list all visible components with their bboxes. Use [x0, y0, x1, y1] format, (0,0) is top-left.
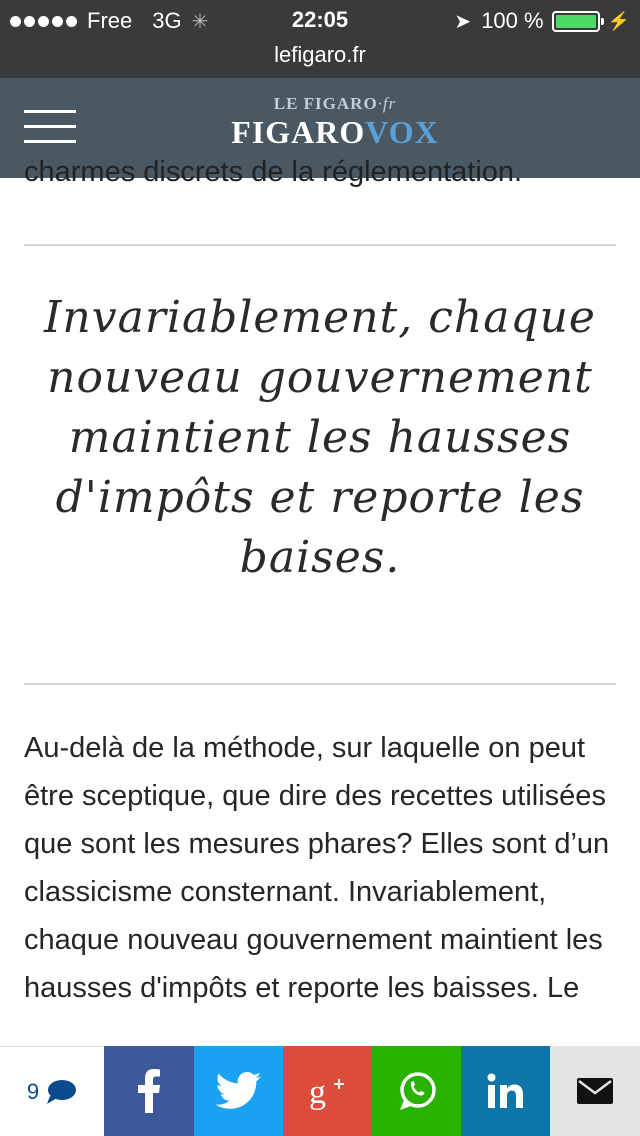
status-right: [454, 8, 630, 34]
divider: [24, 683, 616, 685]
whatsapp-icon: [396, 1070, 438, 1112]
envelope-icon: [576, 1077, 614, 1105]
logo-top-line: LE FIGARO·fr: [273, 94, 397, 113]
figarovox-logo[interactable]: [210, 94, 460, 150]
status-bar: [0, 0, 640, 78]
battery-percentage: 100 %: [481, 8, 544, 33]
hamburger-menu-icon[interactable]: [24, 108, 76, 148]
comments-button[interactable]: [0, 1046, 104, 1136]
battery-level-fill: [556, 15, 596, 28]
whatsapp-share-button[interactable]: [372, 1046, 461, 1136]
linkedin-icon: [487, 1073, 525, 1109]
speech-bubble-icon: [45, 1079, 77, 1105]
url-bar[interactable]: lefigaro.fr: [274, 42, 366, 67]
twitter-share-button[interactable]: [194, 1046, 283, 1136]
comment-count: 9: [26, 1078, 40, 1104]
google-plus-share-button[interactable]: [283, 1046, 372, 1136]
logo-main-line: FIGAROVOX: [231, 114, 439, 150]
twitter-bird-icon: [216, 1072, 262, 1110]
share-bar: [0, 1046, 640, 1136]
article-content[interactable]: [0, 156, 640, 1046]
location-arrow-icon: ➤: [454, 10, 472, 33]
article-paragraph: Au-delà de la méthode, sur laquelle on peut être sceptique, que dire des recettes utilisées que sont les mesures phares? Elles sont d’un classicisme consternant. Invariablement, chaque nouveau gouvernement maintient les hausses d'impôts et reporte les baisses. Le: [24, 732, 610, 1004]
facebook-share-button[interactable]: [104, 1046, 194, 1136]
carrier-name: Free: [87, 8, 133, 33]
charging-bolt-icon: ⚡: [607, 10, 630, 31]
email-share-button[interactable]: [550, 1046, 640, 1136]
linkedin-share-button[interactable]: [461, 1046, 550, 1136]
facebook-icon: [137, 1069, 161, 1113]
activity-spinner-icon: ✳: [191, 10, 209, 33]
previous-paragraph-tail: charmes discrets de la réglementation.: [24, 156, 523, 188]
svg-text:g: g: [308, 1074, 326, 1111]
pull-quote: Invariablement, chaque nouveau gouvernement maintient les hausses d'impôts et reporte les baises.: [44, 292, 596, 583]
google-plus-icon: [308, 1071, 348, 1111]
divider: [24, 244, 616, 246]
network-type: 3G: [152, 8, 182, 33]
clock: 22:05: [291, 7, 349, 32]
battery-icon: [552, 11, 600, 32]
